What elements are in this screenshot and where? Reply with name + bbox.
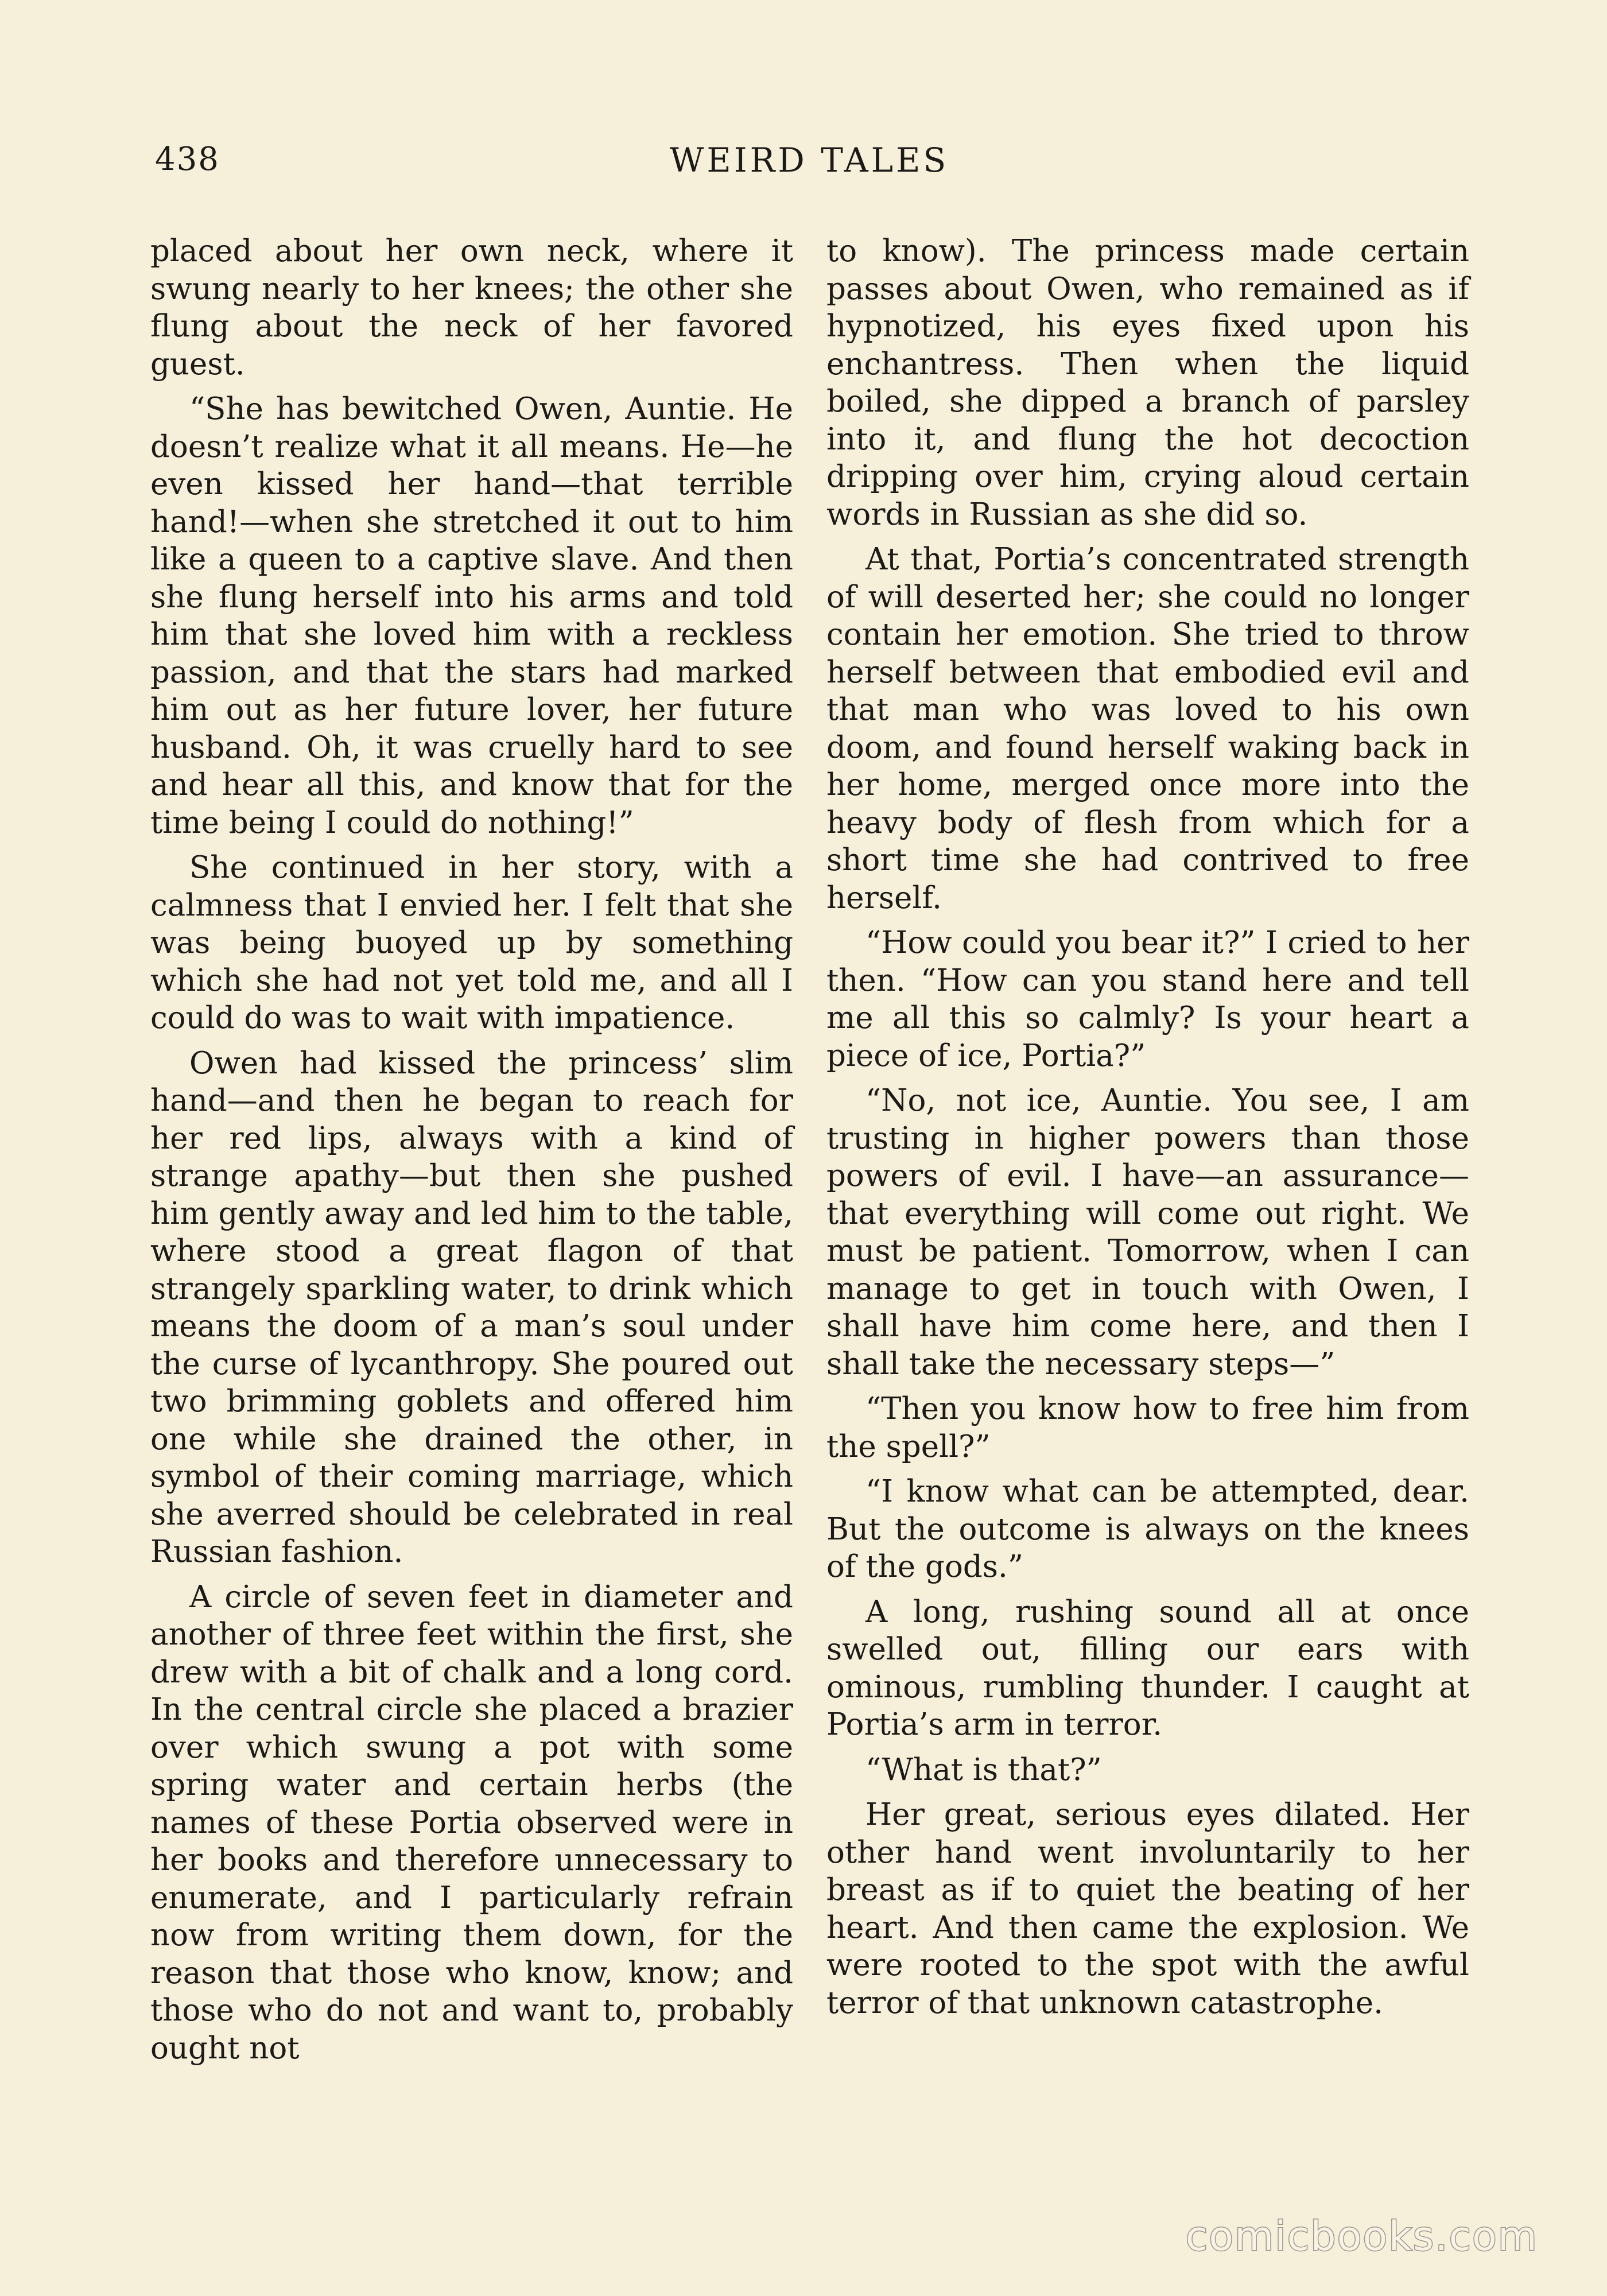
watermark: comicbooks.com	[1185, 2213, 1538, 2260]
left-column	[150, 232, 793, 2067]
page-number: 438	[155, 141, 220, 178]
paragraph: to know). The princess made certain passes about Owen, who remained as if hypnotized, his eyes fixed upon his enchantress. Then when the liquid boiled, she dipped a branch of parsley into it, and flung the hot decoction dripping over him, crying aloud certain words in Russian as she did so.	[826, 234, 1469, 532]
paragraph: A long, rushing sound all at once swelled out, filling our ears with ominous, rumbling thunder. I caught at Portia’s arm in terror.	[826, 1594, 1469, 1742]
right-column	[826, 232, 1469, 2022]
paragraph: placed about her own neck, where it swung nearly to her knees; the other she flung about the neck of her favored guest.	[150, 234, 793, 382]
paragraph: “She has bewitched Owen, Auntie. He doesn’t realize what it all means. He—he even kissed her hand—that terrible hand!—when she stretched it out to him like a queen to a captive slave. And then she flung herself into his arms and told him that she loved him with a reckless passion, and that the stars had marked him out as her future lover, her future husband. Oh, it was cruelly hard to see and hear all this, and know that for the time being I could do nothing!”	[150, 391, 793, 840]
paragraph: “I know what can be attempted, dear. But the outcome is always on the knees of the gods.”	[826, 1474, 1469, 1584]
paragraph: “Then you know how to free him from the spell?”	[826, 1391, 1469, 1464]
paragraph: Her great, serious eyes dilated. Her other hand went involuntarily to her breast as if to quiet the beating of her heart. And then came the explosion. We were rooted to the spot with the awful terror of that unknown catastrophe.	[826, 1797, 1469, 2020]
paragraph: Owen had kissed the princess’ slim hand—and then he began to reach for her red lips, always with a kind of strange apathy—but then she pushed him gently away and led him to the table, where stood a great flagon of that strangely sparkling water, to drink which means the doom of a man’s soul under the curse of lycanthropy. She poured out two brimming goblets and offered him one while she drained the other, in symbol of their coming marriage, which she averred should be celebrated in real Russian fashion.	[150, 1045, 793, 1569]
paragraph: “What is that?”	[865, 1752, 1102, 1787]
paragraph: “How could you bear it?” I cried to her then. “How can you stand here and tell me all this so calmly? Is your heart a piece of ice, Portia?”	[826, 925, 1469, 1073]
paragraph: At that, Portia’s concentrated strength of will deserted her; she could no longer contain her emotion. She tried to throw herself between that embodied evil and that man who was loved to his own doom, and found herself waking back in her home, merged once more into the heavy body of flesh from which for a short time she had contrived to free herself.	[826, 542, 1469, 916]
paragraph: “No, not ice, Auntie. You see, I am trusting in higher powers than those powers of evil. I have—an assurance—that everything will come out right. We must be patient. Tomorrow, when I can manage to get in touch with Owen, I shall have him come here, and then I shall take the necessary steps—”	[826, 1083, 1469, 1382]
page-header	[155, 141, 1464, 187]
paragraph: She continued in her story, with a calmness that I envied her. I felt that she was being buoyed up by something which she had not yet told me, and all I could do was to wait with impatience.	[150, 850, 793, 1035]
running-head: WEIRD TALES	[669, 141, 949, 180]
paragraph: A circle of seven feet in diameter and another of three feet within the first, she drew with a bit of chalk and a long cord. In the central circle she placed a brazier over which swung a pot with some spring water and certain herbs (the names of these Portia observed were in her books and therefore unnecessary to enumerate, and I particularly refrain now from writing them down, for the reason that those who know, know; and those who do not and want to, probably ought not	[150, 1579, 793, 2066]
